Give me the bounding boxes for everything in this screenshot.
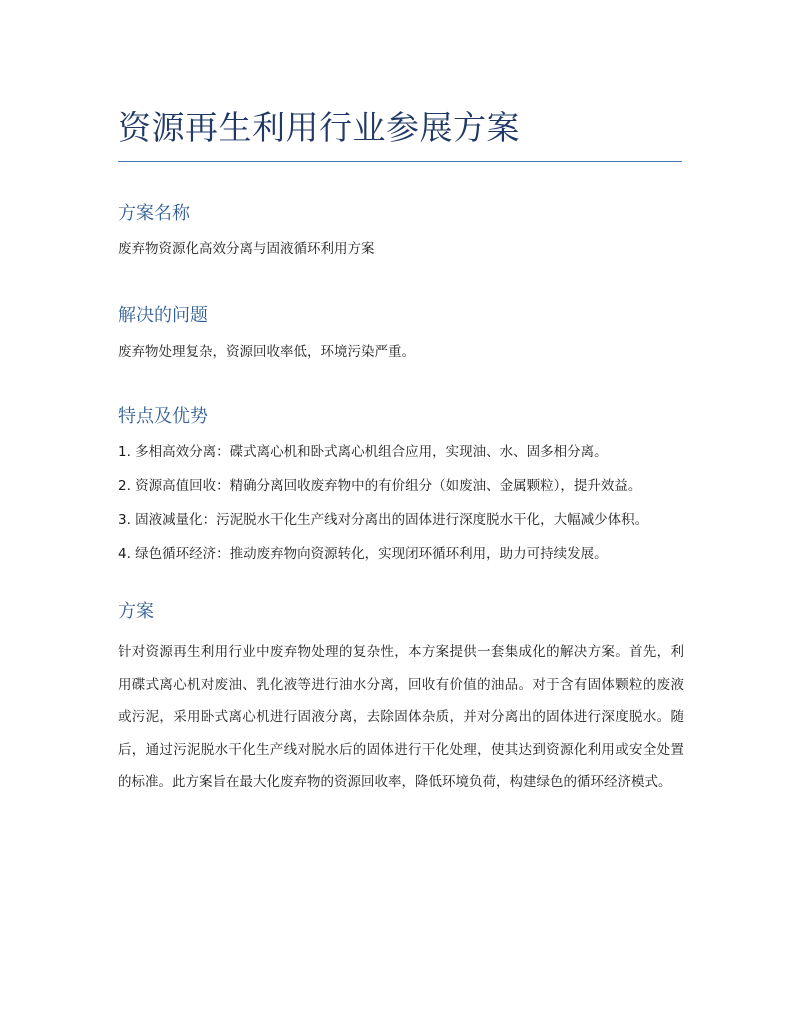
section-heading-problem: 解决的问题 [118,305,208,326]
plan-paragraph: 针对资源再生利用行业中废弃物处理的复杂性，本方案提供一套集成化的解决方案。首先，利用碟式离心机对废油、乳化液等进行油水分离，回收有价值的油品。对于含有固体颗粒的废液或污泥，采用卧式离心机进行固液分离，去除固体杂质，并对分离出的固体进行深度脱水。随后，通过污泥脱水干化生产线对脱水后的固体进行干化处理，使其达到资源化利用或安全处置的标准。此方案旨在最大化废弃物的资源回收率，降低环境负荷，构建绿色的循环经济模式。 [118,644,684,791]
problem-text: 废弃物处理复杂，资源回收率低，环境污染严重。 [118,344,415,360]
section-heading-name: 方案名称 [118,203,190,224]
section-heading-plan: 方案 [118,601,154,622]
scheme-name-text: 废弃物资源化高效分离与固液循环利用方案 [118,241,375,257]
features-list [118,441,648,577]
feature-item: 4. 绿色循环经济：推动废弃物向资源转化，实现闭环循环利用，助力可持续发展。 [118,546,608,562]
feature-item: 2. 资源高值回收：精确分离回收废弃物中的有价组分（如废油、金属颗粒），提升效益。 [118,478,642,494]
feature-item: 3. 固液减量化：污泥脱水干化生产线对分离出的固体进行深度脱水干化，大幅减少体积。 [118,512,649,528]
document-title: 资源再生利用行业参展方案 [118,108,520,147]
feature-item: 1. 多相高效分离：碟式离心机和卧式离心机组合应用，实现油、水、固多相分离。 [118,444,608,460]
title-divider [118,161,682,162]
section-heading-features: 特点及优势 [118,406,208,427]
